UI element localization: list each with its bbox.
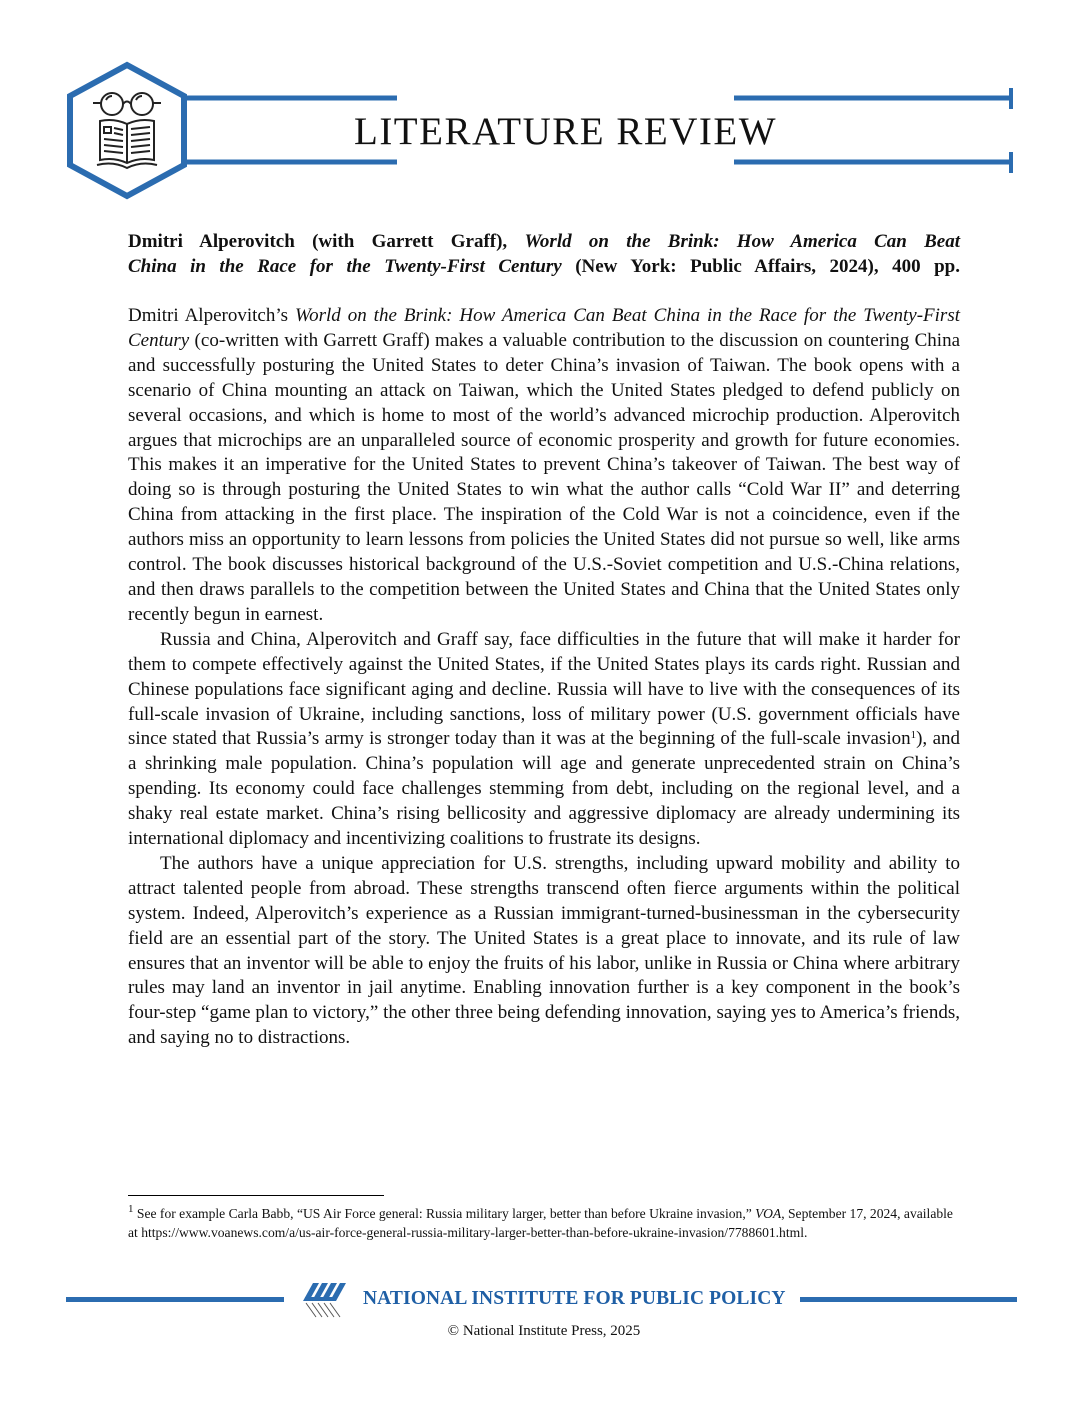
citation-publication: (New York: Public Affairs, 2024), 400 pp. [575,256,960,277]
footnote-divider [128,1195,384,1196]
paragraph-2-text: Russia and China, Alperovitch and Graff say, face difficulties in the future that will make it harder for them to compete effectively against the United States, if the United States plays its cards right. Russian and Chinese populations face significant aging and decline. Russia will have to live with the consequences of its full-scale invasion of Ukraine, including sanctions, loss of military power (U.S. government officials have since stated that Russia’s army is stronger today than it was at the beginning of the full-scale invasion [128,628,960,750]
footnote-text: See for example Carla Babb, “US Air Force general: Russia military larger, better than before Ukraine invasion,” [133,1206,756,1221]
book-citation [128,229,960,279]
footnote-source: VOA [755,1206,782,1221]
citation-author: Dmitri Alperovitch (with Garrett Graff), [128,231,508,252]
book-with-glasses-icon [70,65,184,196]
footnote [128,1204,960,1242]
nipp-stripes-logo-icon [303,1283,353,1319]
paragraph-1-lead: Dmitri Alperovitch’s [128,305,295,326]
footnote-number: 1 [128,1203,134,1215]
citation-title-line2: China in the Race for the Twenty-First Century [128,256,562,277]
paragraph-1 [128,304,960,628]
paragraph-2 [128,628,960,852]
header-graphic [0,0,1088,210]
paragraph-1-text: (co-written with Garrett Graff) makes a valuable contribution to the discussion on countering China and successfully posturing the United States to deter China’s invasion of Taiwan. The book opens with a scenario of China mounting an attack on Taiwan, which the United States pledged to defend publicly on several occasions, and which is home to most of the world’s advanced microchip production. Alperovitch argues that microchips are an unparalleled source of economic prosperity and growth for future economies. This makes it an imperative for the United States to prevent China’s takeover of Taiwan. The best way of doing so is through posturing the United States to win what the author calls “Cold War II” and deterring China from attacking in the first place. The inspiration of the Cold War is not a coincidence, even if the authors miss an opportunity to learn lessons from policies the United States did not pursue so well, like arms control. The book discusses historical background of the U.S.-Soviet competition and U.S.-China relations, and then draws parallels to the competition between the United States and China that the United States only recently begun in earnest. [128,329,960,625]
paragraph-2-text-cont: ), and a shrinking male population. China’s population will age and generate unprecedented strain on China’s spending. Its economy could face challenges stemming from debt, including on the regional level, and a shaky real estate market. China’s rising bellicosity and aggressive diplomacy are already undermining its international diplomacy and incentivizing coalitions to frustrate its designs. [128,728,960,850]
citation-title-line1: World on the Brink: How America Can Beat [524,231,960,252]
organization-name: NATIONAL INSTITUTE FOR PUBLIC POLICY [363,1288,786,1309]
footnote-ref[interactable]: 1 [910,729,917,742]
copyright: © National Institute Press, 2025 [447,1323,641,1339]
book-title-italic: World on the Brink: How America Can Beat China in the Race for the Twenty-First Century [128,305,961,351]
page-title: LITERATURE REVIEW [354,110,778,153]
review-body [128,304,960,1051]
footer-rule-left [66,1297,284,1302]
footnote-link-text[interactable]: , September 17, 2024, available at https://www.voanews.com/a/us-air-force-general-russia-military-larger-better-than-before-ukraine-invasion/7788601.html. [128,1206,953,1240]
paragraph-3: The authors have a unique appreciation for U.S. strengths, including upward mobility and ability to attract talented people from abroad. These strengths transcend often fierce arguments within the political system. Indeed, Alperovitch’s experience as a Russian immigrant-turned-businessman in the cybersecurity field are an essential part of the story. The United States is a great place to innovate, and its rule of law ensures that an inventor will be able to enjoy the fruits of his labor, unlike in Russia or China where arbitrary rules may land an inventor in jail anytime. Enabling innovation further is a key component in the book’s four-step “game plan to victory,” the other three being defending innovation, saying yes to America’s friends, and saying no to distractions. [128,852,960,1049]
footer-rule-right [800,1297,1017,1302]
